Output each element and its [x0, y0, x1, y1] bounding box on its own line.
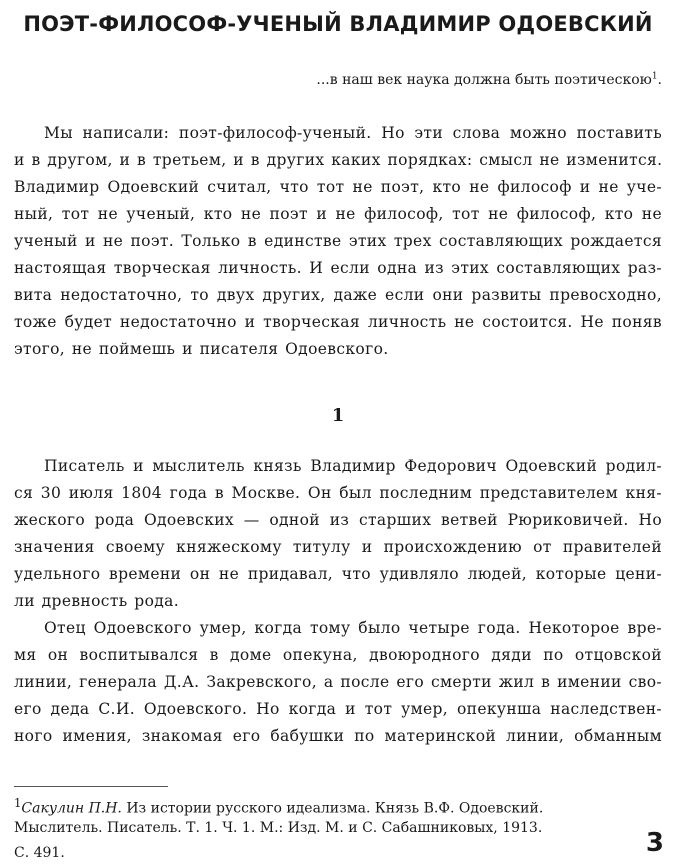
paragraph-line: Отец Одоевского умер, когда тому было четыре года. Некоторое вре-	[44, 619, 662, 637]
paragraph-line: линии, генерала Д.А. Закревского, а после его смерти жил в имении сво-	[14, 673, 662, 691]
paragraph-line: Писатель и мыслитель князь Владимир Федорович Одоевский родил-	[44, 457, 662, 475]
epigraph	[316, 72, 662, 88]
footnote-divider	[14, 786, 168, 787]
footnote-line: С. 491.	[14, 845, 65, 861]
intro-line: этого, не поймешь и писателя Одоевского.	[14, 340, 389, 358]
paragraph-line: удельного времени он не придавал, что удивляло людей, которые цени-	[14, 565, 662, 583]
footnote-line	[14, 794, 543, 818]
intro-line: Мы написали: поэт-философ-ученый. Но эти слова можно поставить	[44, 124, 662, 142]
paragraph-line: мя он воспитывался в доме опекуна, двоюродного дяди по отцовской	[14, 646, 662, 664]
chapter-title: ПОЭТ-ФИЛОСОФ-УЧЕНЫЙ ВЛАДИМИР ОДОЕВСКИЙ	[23, 12, 653, 36]
footnote-line: Мыслитель. Писатель. Т. 1. Ч. 1. М.: Изд. М. и С. Сабашниковых, 1913.	[14, 820, 543, 836]
epigraph-text: ...в наш век наука должна быть поэтическою	[316, 72, 652, 88]
epigraph-period: .	[657, 72, 662, 88]
section-number: 1	[331, 405, 345, 426]
paragraph-line: ся 30 июля 1804 года в Москве. Он был последним представителем кня-	[14, 484, 662, 502]
paragraph-line: его деда С.И. Одоевского. Но когда и тот умер, опекунша наследствен-	[14, 700, 662, 718]
epigraph-footnote-ref[interactable]: 1	[651, 71, 658, 82]
footnote-text: Из истории русского идеализма. Князь В.Ф. Одоевский.	[121, 800, 544, 817]
intro-line: и в другом, и в третьем, и в других каких порядках: смысл не изменится.	[14, 151, 663, 169]
footnote-author: Сакулин П.Н.	[21, 800, 122, 817]
footnote-marker: 1	[14, 796, 22, 810]
intro-line: настоящая творческая личность. И если одна из этих составляющих раз-	[14, 259, 662, 277]
intro-line: тоже будет недостаточно и творческая личность не состоится. Не поняв	[14, 313, 662, 331]
page-number: 3	[645, 828, 664, 858]
paragraph-line: жеского рода Одоевских — одной из старших ветвей Рюриковичей. Но	[14, 511, 662, 529]
paragraph-line: ли древность рода.	[14, 592, 180, 610]
intro-line: ный, тот не ученый, кто не поэт и не философ, тот не философ, кто не	[14, 205, 662, 223]
intro-line: Владимир Одоевский считал, что тот не поэт, кто не философ и не уче-	[14, 178, 662, 196]
paragraph-line: ного имения, знакомая его бабушки по материнской линии, обманным	[14, 727, 662, 745]
paragraph-line: значения своему княжескому титулу и происхождению от правителей	[14, 538, 662, 556]
intro-line: вита недостаточно, то двух других, даже если они развиты превосходно,	[14, 286, 662, 304]
intro-line: ученый и не поэт. Только в единстве этих трех составляющих рождается	[14, 232, 662, 250]
